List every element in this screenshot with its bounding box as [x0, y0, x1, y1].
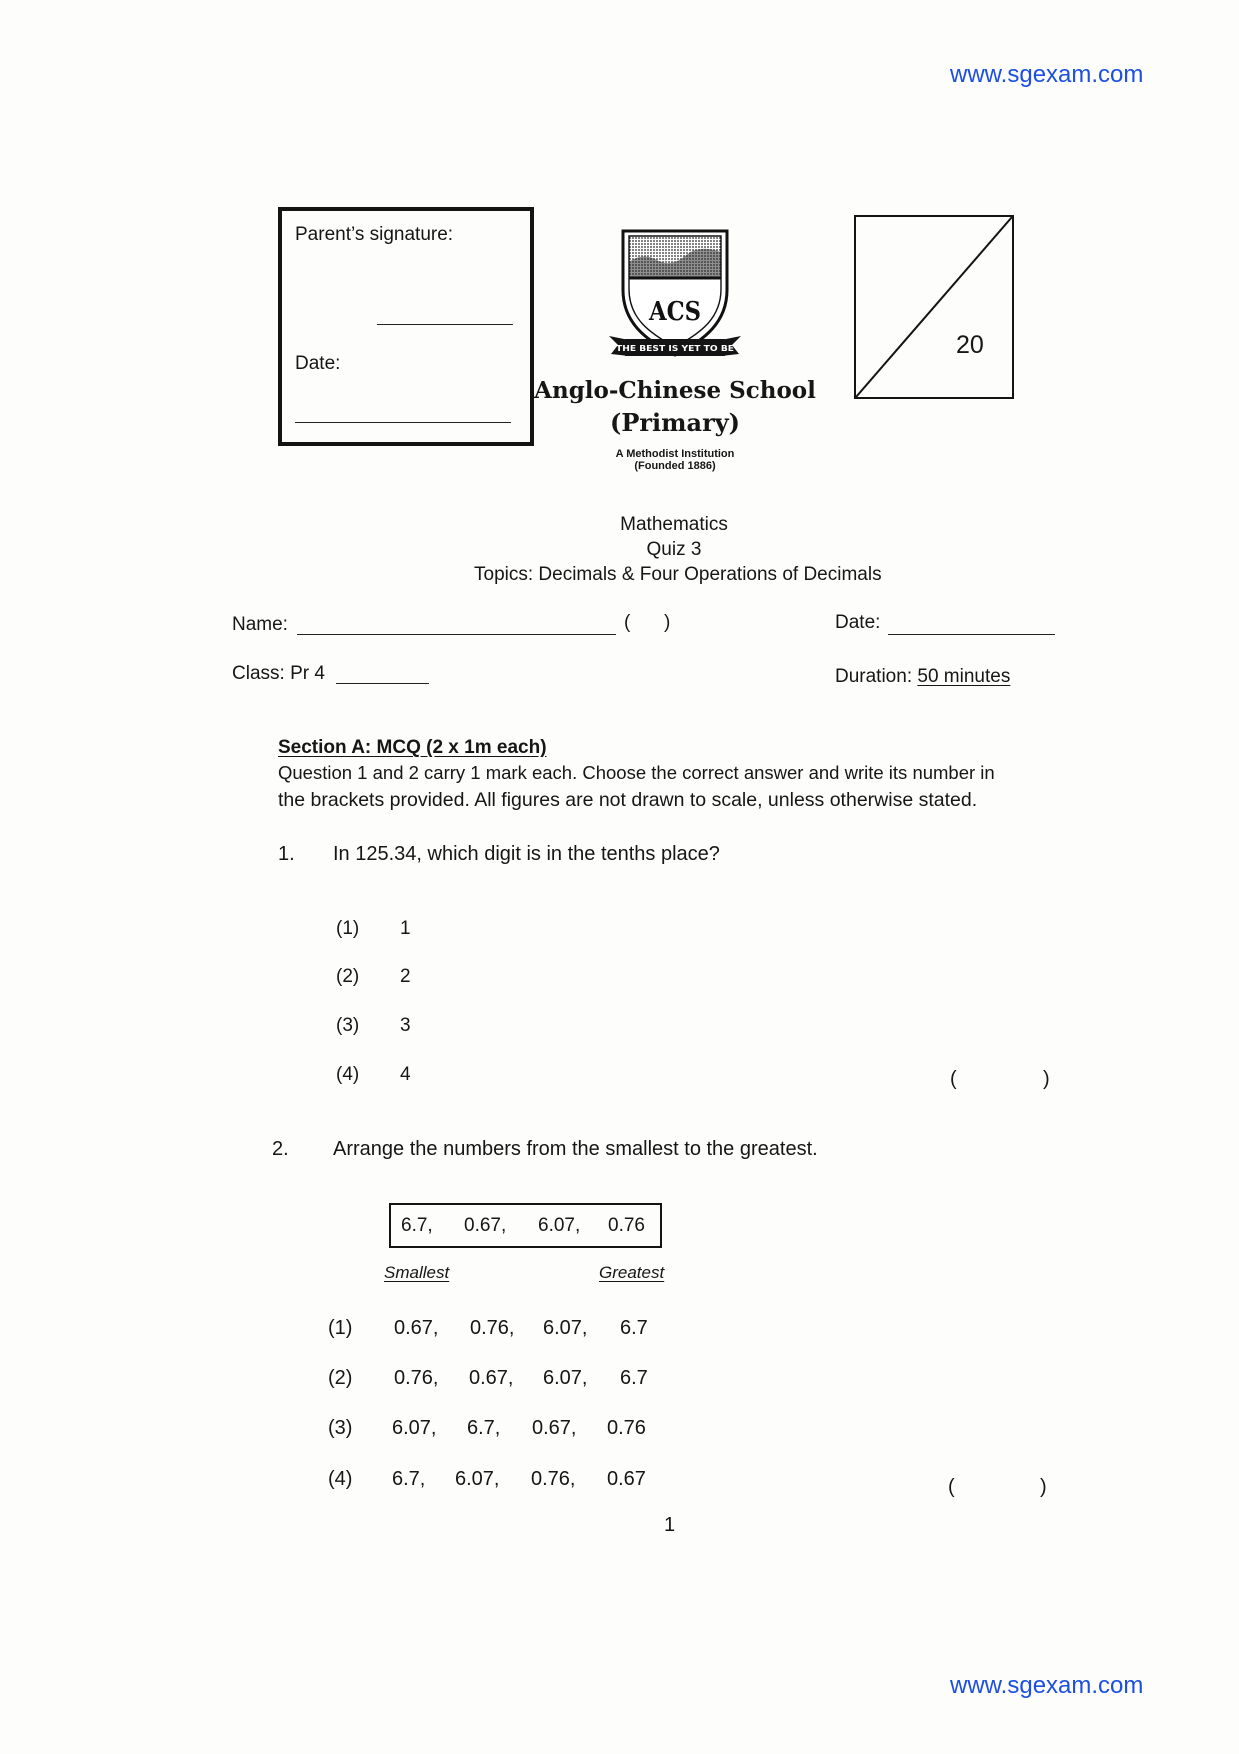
- question-number: 2.: [272, 1138, 289, 1160]
- smallest-label: Smallest: [384, 1263, 450, 1282]
- option-value: 0.67,: [532, 1417, 577, 1439]
- answer-open-bracket: (: [948, 1476, 955, 1498]
- section-title: Section A: MCQ (2 x 1m each): [278, 737, 547, 758]
- school-founded: (Founded 1886): [634, 460, 716, 472]
- question-text: Arrange the numbers from the smallest to the greatest.: [333, 1138, 818, 1160]
- option-value: 3: [400, 1015, 411, 1036]
- signature-label: Parent’s signature:: [295, 224, 454, 245]
- topics-title: Topics: Decimals & Four Operations of Decimals: [474, 564, 882, 585]
- box-value: 0.67,: [464, 1215, 507, 1236]
- option-value: 0.76: [607, 1417, 646, 1439]
- option-value: 0.76,: [531, 1468, 576, 1490]
- name-line: [297, 634, 616, 635]
- question-number: 1.: [278, 843, 295, 865]
- option-label: (4): [336, 1064, 360, 1085]
- option-label: (4): [328, 1468, 353, 1490]
- answer-close-bracket: ): [1040, 1476, 1047, 1498]
- score-diagonal: [856, 217, 1012, 397]
- signature-line: [377, 324, 513, 325]
- quiz-title: Quiz 3: [646, 539, 702, 560]
- box-value: 6.07,: [538, 1215, 581, 1236]
- score-total: 20: [956, 331, 984, 359]
- option-value: 6.7,: [392, 1468, 426, 1490]
- name-label: Name:: [232, 614, 288, 635]
- option-value: 0.67,: [469, 1367, 514, 1389]
- class-line: [336, 683, 429, 684]
- duration-value: 50 minutes: [917, 666, 1011, 687]
- index-open-bracket: (: [624, 612, 631, 633]
- quiz-header: [474, 512, 882, 587]
- date-label: Date:: [835, 612, 881, 633]
- option-value: 1: [400, 918, 411, 939]
- option-label: (3): [328, 1417, 353, 1439]
- option-label: (1): [336, 918, 360, 939]
- instructions-line-2: the brackets provided. All figures are not drawn to scale, unless otherwise stated.: [278, 789, 978, 811]
- parent-signature-box: [278, 207, 534, 446]
- date-line: [888, 634, 1055, 635]
- signature-date-label: Date:: [295, 353, 341, 374]
- crest-monogram: ACS: [648, 297, 701, 327]
- option-label: (1): [328, 1317, 353, 1339]
- signature-date-line: [295, 422, 511, 423]
- option-value: 0.76,: [394, 1367, 439, 1389]
- option-label: (2): [336, 966, 360, 987]
- school-crest: [605, 228, 745, 370]
- school-tagline: A Methodist Institution: [615, 448, 735, 460]
- option-value: 6.7,: [467, 1417, 501, 1439]
- answer-close-bracket: ): [1043, 1068, 1050, 1090]
- class-label: Class: Pr 4: [232, 663, 325, 684]
- page-number: 1: [664, 1514, 676, 1536]
- option-label: (2): [328, 1367, 353, 1389]
- watermark-bottom: www.sgexam.com: [950, 1672, 1144, 1699]
- box-value: 6.7,: [401, 1215, 433, 1236]
- school-name: Anglo-Chinese School: [534, 377, 816, 404]
- duration-label: Duration:: [835, 666, 913, 687]
- index-close-bracket: ): [664, 612, 671, 633]
- duration: [835, 666, 1010, 688]
- watermark-top: www.sgexam.com: [950, 61, 1144, 88]
- option-value: 6.07,: [455, 1468, 500, 1490]
- option-value: 6.07,: [543, 1317, 588, 1339]
- instructions-line-1: Question 1 and 2 carry 1 mark each. Choose the correct answer and write its number in: [278, 762, 995, 783]
- numbers-box: [389, 1203, 662, 1248]
- school-subname: (Primary): [609, 408, 741, 437]
- option-value: 6.07,: [543, 1367, 588, 1389]
- option-value: 0.76,: [470, 1317, 515, 1339]
- box-value: 0.76: [608, 1215, 645, 1236]
- option-value: 0.67,: [394, 1317, 439, 1339]
- subject-title: Mathematics: [620, 514, 728, 535]
- option-value: 6.7: [620, 1317, 648, 1339]
- answer-open-bracket: (: [950, 1068, 957, 1090]
- option-label: (3): [336, 1015, 360, 1036]
- option-value: 2: [400, 966, 411, 987]
- option-value: 4: [400, 1064, 411, 1085]
- option-value: 0.67: [607, 1468, 646, 1490]
- option-value: 6.7: [620, 1367, 648, 1389]
- crest-motto: THE BEST IS YET TO BE: [616, 344, 734, 353]
- crest-landscape: [629, 236, 721, 278]
- question-text: In 125.34, which digit is in the tenths place?: [333, 843, 720, 865]
- greatest-label: Greatest: [599, 1263, 665, 1282]
- score-box: [854, 215, 1014, 399]
- option-value: 6.07,: [392, 1417, 437, 1439]
